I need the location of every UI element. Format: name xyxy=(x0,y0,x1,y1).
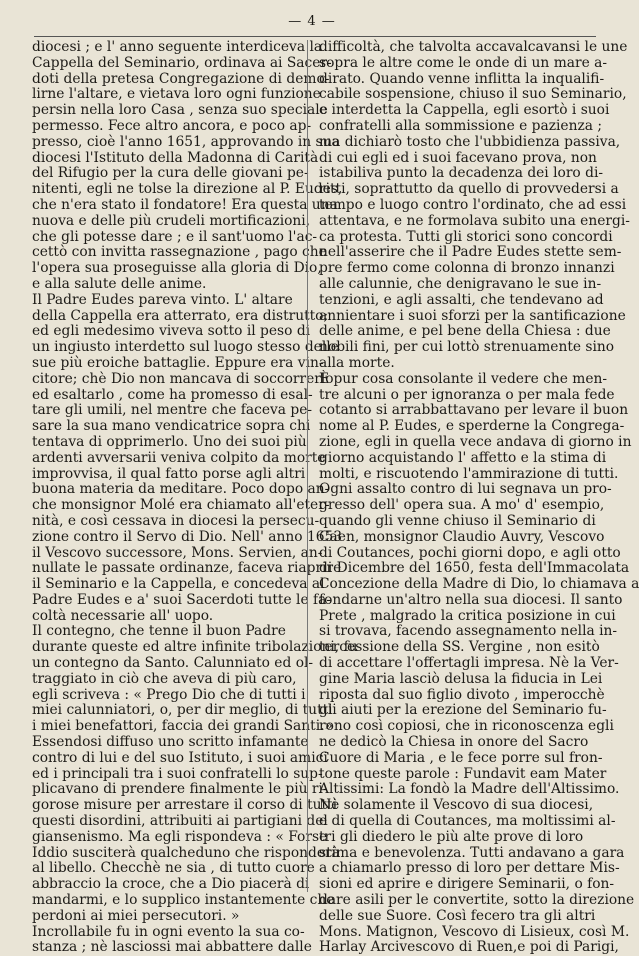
text-line: Ogni assalto contro di lui segnava un pro- xyxy=(319,481,612,498)
text-line: Incrollabile fu in ogni evento la sua co- xyxy=(32,923,305,940)
text-line: cettò con invitta rassegnazione , pago che xyxy=(32,244,327,261)
right-text-column xyxy=(319,39,639,956)
text-line: il Vescovo successore, Mons. Servien, an- xyxy=(32,544,323,561)
text-line: coltà necessarie all' uopo. xyxy=(32,607,214,624)
text-line: a chiamarlo presso di loro per dettare Mis- xyxy=(319,860,620,877)
text-line: traggiato in ciò che aveva di più caro, xyxy=(32,670,297,687)
text-line: nome al P. Eudes, e sperderne la Congrega- xyxy=(319,418,625,435)
text-line: alla morte. xyxy=(319,354,395,371)
text-line: nell'asserire che il Padre Eudes stette sem- xyxy=(319,244,622,261)
text-line: istabiliva punto la decadenza dei loro di- xyxy=(319,165,604,182)
text-line: Caen, monsignor Claudio Auvry, Vescovo xyxy=(319,528,605,545)
text-line: persin nella loro Casa , senza suo speciale xyxy=(32,102,328,119)
text-line: sioni ed aprire e dirigere Seminarii, o fon- xyxy=(319,876,615,893)
text-line: nuova e delle più crudeli mortificazioni, xyxy=(32,212,311,229)
text-line: confratelli alla sommissione e pazienza ; xyxy=(319,117,602,134)
text-line: gli aiuti per la erezione del Seminario fu- xyxy=(319,702,607,719)
text-line: diocesi l'Istituto della Madonna di Carità xyxy=(32,149,319,166)
text-line: ed esaltarlo , come ha promesso di esal- xyxy=(32,386,313,403)
text-line: che gli potesse dare ; e il sant'uomo l'ac- xyxy=(32,228,318,245)
text-line: tre alcuni o per ignoranza o per mala fede xyxy=(319,386,615,403)
text-line: mandarmi, e lo supplico instantemente che xyxy=(32,892,335,909)
text-line: Nè solamente il Vescovo di sua diocesi, xyxy=(319,797,594,814)
text-line: delle anime, e pel bene della Chiesa : due xyxy=(319,323,611,340)
text-line: durante queste ed altre infinite tribolazioni, fu xyxy=(32,639,358,656)
text-line: giorno acquistando l' affetto e la stima di xyxy=(319,449,607,466)
text-line: nità, e così cessava in diocesi la persecu- xyxy=(32,512,320,529)
text-line: plicavano di prendere finalmente le più ri- xyxy=(32,781,328,798)
text-line: Iddio susciterà qualcheduno che risponderà xyxy=(32,844,340,861)
text-line: È pur cosa consolante il vedere che men- xyxy=(319,370,608,387)
text-line: si trovava, facendo assegnamento nella in- xyxy=(319,623,618,640)
text-line: che n'era stato il fondatore! Era questa una xyxy=(32,196,338,213)
text-line: Il contegno, che tenne il buon Padre xyxy=(32,623,286,640)
text-line: i miei benefattori, faccia dei grandi Santi.» xyxy=(32,718,333,735)
text-line: nullate le passate ordinanze, faceva riaprire xyxy=(32,560,342,577)
text-line: cotanto si arrabbattavano per levare il buon xyxy=(319,402,629,419)
header-rule xyxy=(34,36,596,37)
text-line: il Seminario e la Cappella, e concedeva al xyxy=(32,576,325,593)
text-line: di Dicembre del 1650, festa dell'Immacolata xyxy=(319,560,630,577)
text-line: e di quella di Coutances, ma moltissimi al- xyxy=(319,813,616,830)
text-line: doti della pretesa Congregazione di demo- xyxy=(32,70,330,87)
text-line: tenzioni, e agli assalti, che tendevano ad xyxy=(319,291,604,308)
text-line: Mons. Matignon, Vescovo di Lisieux, così M. xyxy=(319,923,630,940)
text-line: dare asili per le convertite, sotto la direzione xyxy=(319,892,635,909)
text-line: un ingiusto interdetto sul luogo stesso delle xyxy=(32,339,339,356)
text-line: pre fermo come colonna di bronzo innanzi xyxy=(319,260,615,277)
text-line: lirne l'altare, e vietava loro ogni funzione xyxy=(32,86,321,103)
text-line: miei calunniatori, o, per dir meglio, di tutti xyxy=(32,702,333,719)
text-line: ma dichiarò tosto che l'ubbidienza passiva, xyxy=(319,133,621,150)
text-line: Il Padre Eudes pareva vinto. L' altare xyxy=(32,291,293,308)
text-line: presso, cioè l'anno 1651, approvando in sua xyxy=(32,133,340,150)
text-line: diocesi ; e l' anno seguente interdiceva la xyxy=(32,39,323,55)
text-line: Padre Eudes e a' suoi Sacerdoti tutte le fa- xyxy=(32,591,331,608)
text-line: riposta dal suo figlio divoto , imperocchè xyxy=(319,686,605,703)
text-line: ed i principali tra i suoi confratelli lo sup- xyxy=(32,765,323,782)
text-line: che monsignor Molé era chiamato all'eter- xyxy=(32,497,330,514)
text-line: cabile sospensione, chiuso il suo Seminario, xyxy=(319,86,627,103)
text-line: giansenismo. Ma egli rispondeva : « Forse xyxy=(32,828,328,845)
text-line: del Rifugio per la cura delle giovani pe- xyxy=(32,165,309,182)
text-line: nobili fini, per cui lottò strenuamente sino xyxy=(319,339,615,356)
text-line: difficoltà, che talvolta accavalcavansi le une xyxy=(319,39,628,55)
text-line: annientare i suoi sforzi per la santificazione xyxy=(319,307,626,324)
text-line: molti, e riscuotendo l'ammirazione di tutti. xyxy=(319,465,619,482)
text-line: nitenti, egli ne tolse la direzione al P. Eudes, xyxy=(32,181,343,198)
text-line: Harlay Arcivescovo di Ruen,e poi di Parigi, xyxy=(319,939,619,956)
text-line: della Cappella era atterrato, era distrutto; xyxy=(32,307,329,324)
text-line: tentava di opprimerlo. Uno dei suoi più xyxy=(32,433,307,450)
text-line: improvvisa, il qual fatto porse agli altri xyxy=(32,465,306,482)
text-line: alle calunnie, che denigravano le sue in- xyxy=(319,275,602,292)
text-line: buona materia da meditare. Poco dopo an- xyxy=(32,481,330,498)
text-line: zione, egli in quella vece andava di giorno in xyxy=(319,433,632,450)
text-line: tercessione della SS. Vergine , non esitò xyxy=(319,639,600,656)
text-line: contro di lui e del suo Istituto, i suoi amici xyxy=(32,749,328,766)
text-line: stima e benevolenza. Tutti andavano a gara xyxy=(319,844,625,861)
text-line: dirato. Quando venne inflitta la inqualifi- xyxy=(319,70,605,87)
text-line: gresso dell' opera sua. A mo' d' esempio, xyxy=(319,497,605,514)
text-line: quando gli venne chiuso il Seminario di xyxy=(319,512,596,529)
text-line: ca protesta. Tutti gli storici sono concordi xyxy=(319,228,613,245)
text-line: stanza ; nè lasciossi mai abbattere dalle xyxy=(32,939,312,956)
text-line: Concezione della Madre di Dio, lo chiamava a xyxy=(319,576,639,593)
text-line: di Coutances, pochi giorni dopo, e agli otto xyxy=(319,544,621,561)
text-line: tri gli diedero le più alte prove di loro xyxy=(319,828,584,845)
text-line: sue più eroiche battaglie. Eppure era vin- xyxy=(32,354,324,371)
text-line: ritti, soprattutto da quello di provvedersi a xyxy=(319,181,619,198)
text-line: Cuore di Maria , e le fece porre sul fron- xyxy=(319,749,603,766)
text-line: egli scriveva : « Prego Dio che di tutti i xyxy=(32,686,306,703)
text-line: perdoni ai miei persecutori. » xyxy=(32,907,240,924)
text-line: e interdetta la Cappella, egli esortò i suoi xyxy=(319,102,610,119)
text-line: l'opera sua proseguisse alla gloria di Dio, xyxy=(32,260,322,277)
text-line: citore; chè Dio non mancava di soccorrerlo xyxy=(32,370,334,387)
text-line: gorose misure per arrestare il corso di tutti xyxy=(32,797,338,814)
text-line: tempo e luogo contro l'ordinato, che ad essi xyxy=(319,196,627,213)
column-divider xyxy=(307,40,308,892)
text-line: ardenti avversarii veniva colpito da morte xyxy=(32,449,326,466)
text-line: Cappella del Seminario, ordinava ai Sacer- xyxy=(32,54,332,71)
text-line: sopra le altre come le onde di un mare a- xyxy=(319,54,608,71)
text-line: questi disordini, attribuiti ai partigiani del xyxy=(32,813,328,830)
text-line: tare gli umili, nel mentre che faceva pe- xyxy=(32,402,313,419)
text-line: Essendosi diffuso uno scritto infamante xyxy=(32,734,309,751)
text-line: al libello. Checchè ne sia , di tutto cuore xyxy=(32,860,315,877)
text-line: delle sue Suore. Così fecero tra gli altri xyxy=(319,907,596,924)
text-line: permesso. Fece altro ancora, e poco ap- xyxy=(32,117,312,134)
text-line: Altissimi: La fondò la Madre dell'Altissimo. xyxy=(319,781,620,798)
text-line: fondarne un'altro nella sua diocesi. Il santo xyxy=(319,591,623,608)
text-line: zione contro il Servo di Dio. Nell' anno 1653 xyxy=(32,528,343,545)
text-line: Prete , malgrado la critica posizione in cui xyxy=(319,607,616,624)
text-line: di accettare l'offertagli impresa. Nè la Ver- xyxy=(319,655,619,672)
text-line: di cui egli ed i suoi facevano prova, non xyxy=(319,149,597,166)
text-line: attentava, e ne formolava subito una energi- xyxy=(319,212,630,229)
text-line: gine Maria lasciò delusa la fiducia in Lei xyxy=(319,670,603,687)
page-number: — 4 — xyxy=(288,14,336,29)
text-line: e alla salute delle anime. xyxy=(32,275,207,292)
text-line: un contegno da Santo. Calunniato ed ol- xyxy=(32,655,314,672)
text-line: sare la sua mano vendicatrice sopra chi xyxy=(32,418,311,435)
text-line: rono così copiosi, che in riconoscenza egli xyxy=(319,718,614,735)
text-line: ne dedicò la Chiesa in onore del Sacro xyxy=(319,734,589,751)
text-line: abbraccio la croce, che a Dio piacerà di xyxy=(32,876,310,893)
text-line: tone queste parole : Fundavit eam Mater xyxy=(319,765,607,782)
text-line: ed egli medesimo viveva sotto il peso di xyxy=(32,323,311,340)
